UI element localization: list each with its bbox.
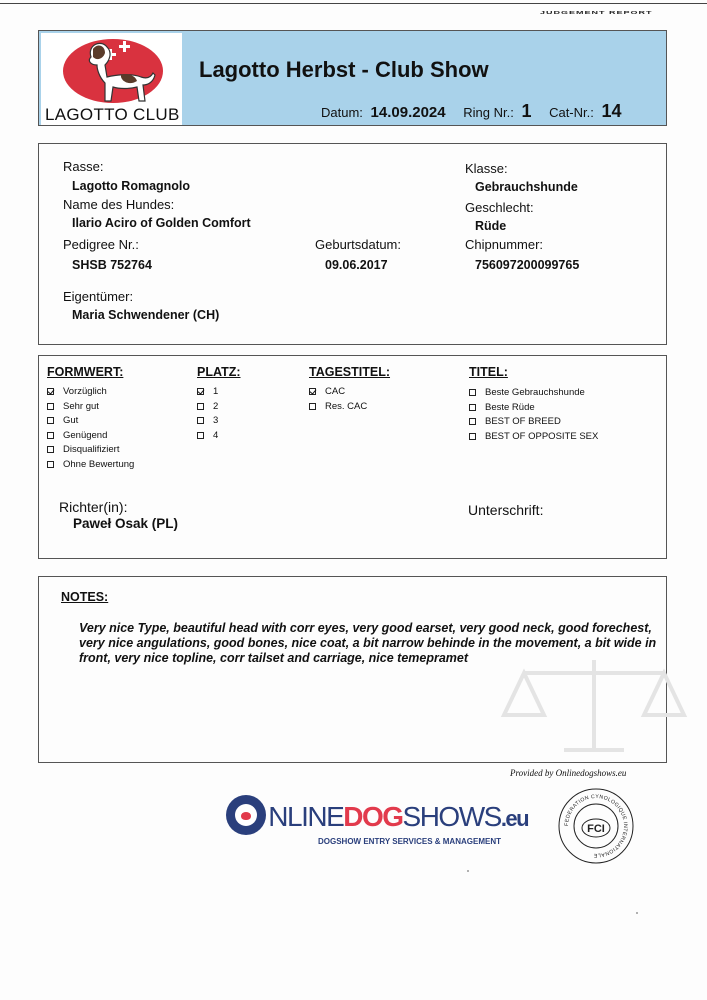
formwert-option-label: Vorzüglich	[63, 386, 107, 397]
cat-label: Cat-Nr.:	[549, 105, 594, 120]
titel-header: TITEL:	[469, 365, 508, 379]
lagotto-dog-icon	[75, 37, 159, 105]
titel-option-label: Beste Rüde	[485, 401, 535, 413]
titel-option-label: BEST OF OPPOSITE SEX	[485, 430, 599, 442]
ods-circle	[226, 795, 266, 835]
judge-label: Richter(in):	[59, 499, 128, 515]
titel-option[interactable]	[469, 431, 598, 442]
notes-text: Very nice Type, beautiful head with corr eyes, very good earset, very good neck, good forechest, very nice angulations, good bones, nice coat, a bit narrow behinde in the movement, a bit wide in front, very nice topline, corr tailset and carriage, nice temepramet	[79, 621, 657, 665]
checkbox-icon[interactable]	[469, 404, 476, 411]
onlinedogshows-logo	[226, 795, 529, 851]
platz-option-label: 1	[213, 386, 219, 397]
checkbox-icon[interactable]	[47, 432, 54, 439]
datum-label: Datum:	[321, 105, 363, 120]
owner-value: Maria Schwendener (CH)	[72, 308, 220, 322]
checkbox-icon[interactable]	[47, 446, 54, 453]
checkbox-icon[interactable]	[47, 403, 54, 410]
platz-option[interactable]	[197, 430, 218, 441]
formwert-option-label: Disqualifiziert	[63, 444, 120, 455]
formwert-option[interactable]	[47, 444, 120, 455]
checkbox-icon[interactable]	[47, 461, 54, 468]
evaluation-box	[38, 355, 667, 559]
formwert-option[interactable]	[47, 415, 78, 426]
platz-option-label: 2	[213, 400, 219, 412]
scales-watermark-icon	[494, 655, 694, 755]
ods-name-eu: .eu	[500, 806, 529, 831]
platz-header: PLATZ:	[197, 365, 241, 379]
platz-option[interactable]	[197, 415, 218, 426]
top-rule	[0, 3, 707, 4]
formwert-option-label: Genügend	[63, 429, 108, 441]
klasse-value: Gebrauchshunde	[475, 180, 578, 194]
notes-title: NOTES:	[61, 590, 109, 604]
checked-checkbox-icon[interactable]	[309, 388, 316, 395]
pedigree-value: SHSB 752764	[72, 258, 152, 272]
checkbox-icon[interactable]	[469, 433, 476, 440]
geschlecht-label: Geschlecht:	[465, 200, 534, 215]
formwert-option-label: Gut	[63, 415, 79, 426]
geschlecht-value: Rüde	[475, 219, 507, 233]
ods-name-shows: SHOWS	[402, 801, 501, 832]
tagestitel-option-label: Res. CAC	[325, 400, 368, 412]
scan-speck	[636, 912, 638, 914]
provided-by: Provided by Onlinedogshows.eu	[510, 768, 627, 778]
notes-box	[38, 576, 667, 763]
checkbox-icon[interactable]	[47, 417, 54, 424]
klasse-label: Klasse:	[465, 161, 508, 176]
report-tag: JUDGEMENT REPORT	[540, 10, 653, 15]
fci-text: FCI	[587, 823, 605, 835]
ods-wordmark	[262, 801, 528, 833]
datum-value: 14.09.2024	[370, 104, 446, 121]
ods-name-online: NLINE	[268, 801, 344, 832]
formwert-option-label: Ohne Bewertung	[63, 458, 135, 470]
titel-option[interactable]	[469, 416, 561, 427]
chip-value: 756097200099765	[475, 258, 580, 272]
ods-name-dog: DOG	[343, 801, 403, 832]
tagestitel-option-label: CAC	[325, 386, 346, 397]
ods-tagline: DOGSHOW ENTRY SERVICES & MANAGEMENT	[318, 837, 501, 846]
birth-label: Geburtsdatum:	[315, 237, 401, 252]
lagotto-club-logo	[41, 33, 182, 125]
rasse-value: Lagotto Romagnolo	[72, 179, 191, 193]
formwert-option[interactable]	[47, 459, 134, 470]
show-title: Lagotto Herbst - Club Show	[199, 57, 489, 82]
tagestitel-option[interactable]	[309, 386, 345, 397]
platz-option[interactable]	[197, 401, 218, 412]
birth-value: 09.06.2017	[325, 258, 388, 272]
cat-value: 14	[601, 101, 622, 121]
fci-logo	[556, 786, 636, 866]
platz-option-label: 4	[213, 429, 219, 441]
titel-option[interactable]	[469, 402, 535, 413]
checkbox-icon[interactable]	[197, 403, 204, 410]
show-header	[38, 30, 667, 126]
formwert-header: FORMWERT:	[47, 365, 124, 379]
titel-option-label: BEST OF BREED	[485, 416, 561, 427]
formwert-option[interactable]	[47, 430, 107, 441]
tagestitel-option[interactable]	[309, 401, 367, 412]
logo-text: LAGOTTO CLUB	[45, 105, 180, 124]
checkbox-icon[interactable]	[197, 417, 204, 424]
checkbox-icon[interactable]	[197, 432, 204, 439]
name-value: Ilario Aciro of Golden Comfort	[72, 216, 251, 230]
formwert-option[interactable]	[47, 401, 99, 412]
titel-option-label: Beste Gebrauchshunde	[485, 387, 585, 398]
show-meta	[321, 101, 636, 122]
judge-value: Paweł Osak (PL)	[73, 516, 179, 531]
platz-option[interactable]	[197, 386, 218, 397]
fci-ring-text: FEDERATION CYNOLOGIQUE INTERNATIONALE	[563, 793, 629, 859]
owner-label: Eigentümer:	[63, 289, 134, 304]
titel-option[interactable]	[469, 387, 585, 398]
formwert-option[interactable]	[47, 386, 107, 397]
platz-option-label: 3	[213, 415, 219, 426]
formwert-option-label: Sehr gut	[63, 400, 99, 412]
signature-label: Unterschrift:	[468, 502, 544, 518]
paw-icon	[235, 804, 257, 826]
rasse-label: Rasse:	[63, 159, 104, 174]
checkbox-icon[interactable]	[469, 389, 476, 396]
pedigree-label: Pedigree Nr.:	[63, 237, 139, 252]
checkbox-icon[interactable]	[469, 418, 476, 425]
checkbox-icon[interactable]	[309, 403, 316, 410]
dog-info-box	[38, 143, 667, 345]
chip-label: Chipnummer:	[465, 237, 544, 252]
name-label: Name des Hundes:	[63, 197, 175, 212]
checked-checkbox-icon[interactable]	[47, 388, 54, 395]
ring-label: Ring Nr.:	[463, 105, 514, 120]
ring-value: 1	[521, 101, 532, 121]
scan-speck	[467, 870, 469, 872]
tagestitel-header: TAGESTITEL:	[309, 365, 391, 379]
checked-checkbox-icon[interactable]	[197, 388, 204, 395]
